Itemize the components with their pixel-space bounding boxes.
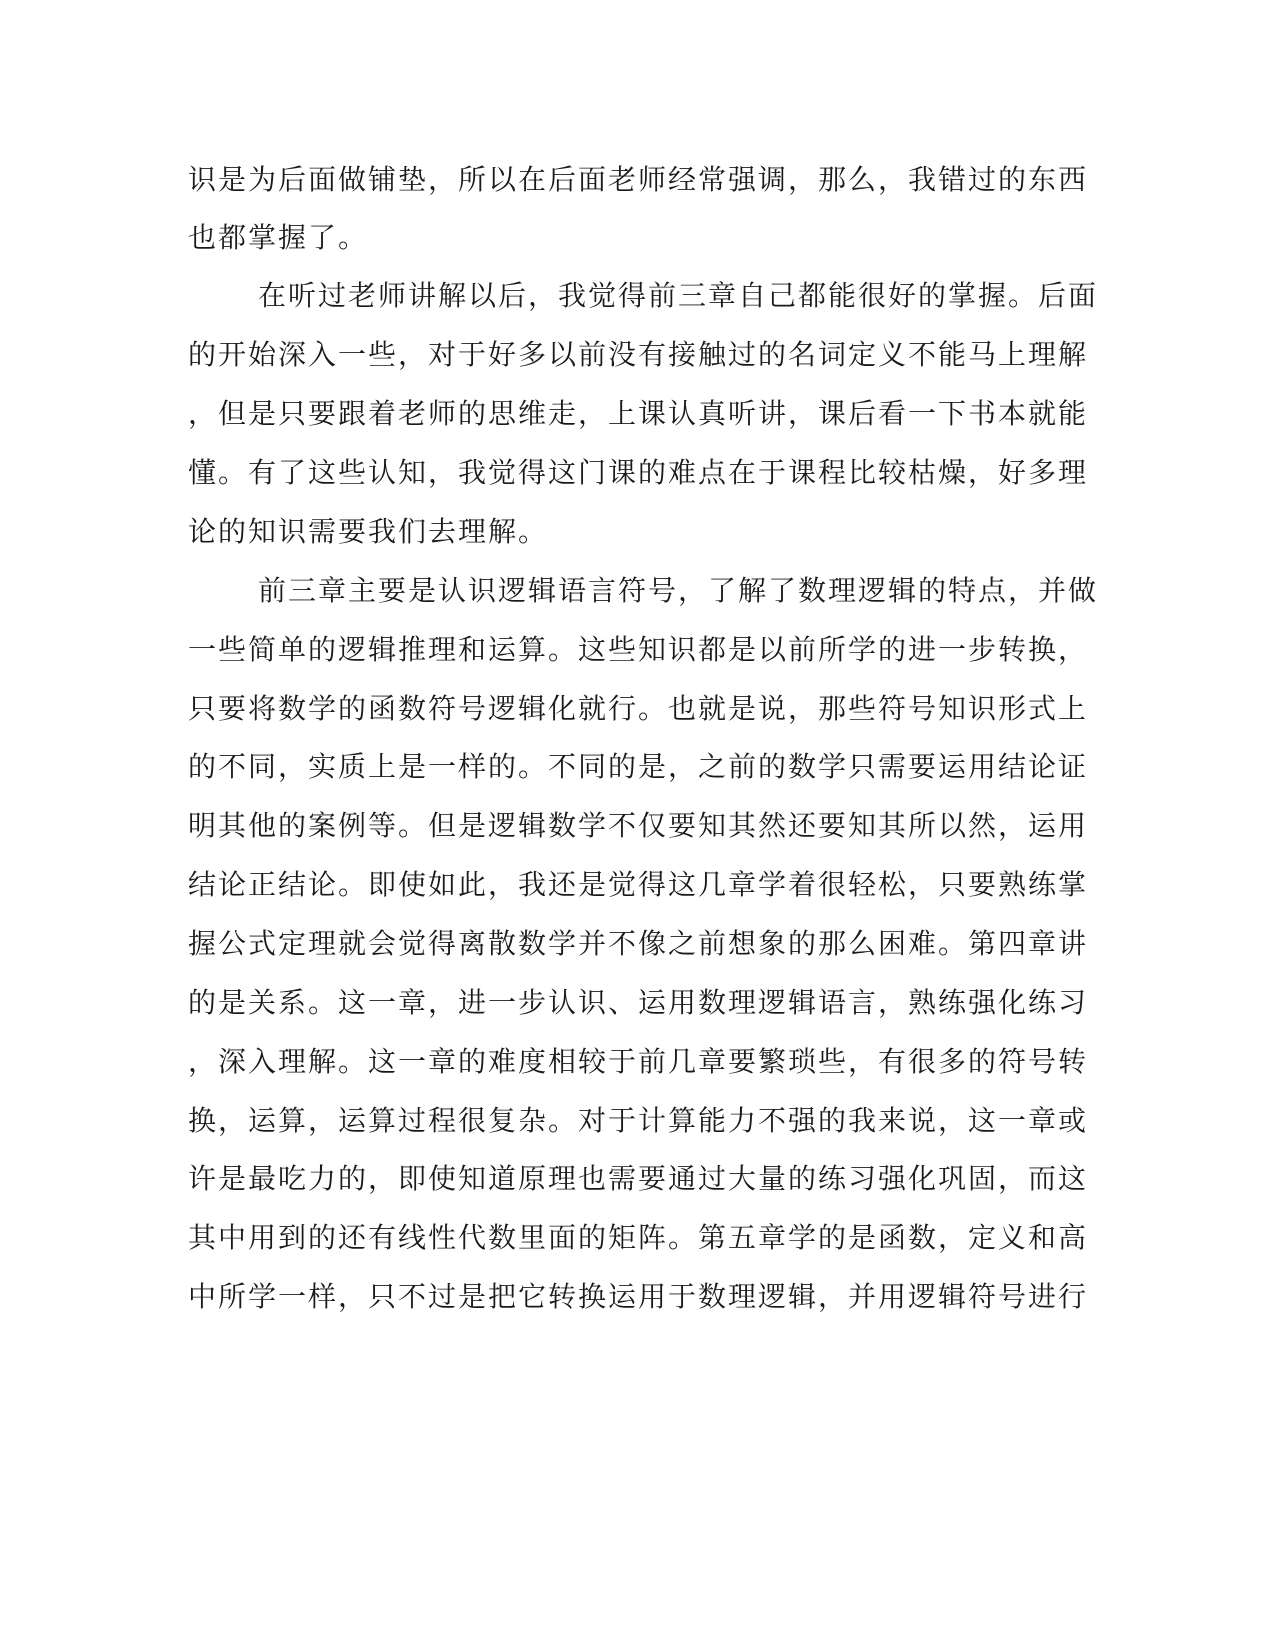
text-line: 结论正结论。即使如此，我还是觉得这几章学着很轻松，只要熟练掌	[188, 868, 1089, 901]
text-line: 中所学一样，只不过是把它转换运用于数理逻辑，并用逻辑符号进行	[188, 1280, 1089, 1313]
paragraph-first-line: 前三章主要是认识逻辑语言符号，了解了数理逻辑的特点，并做	[258, 574, 1099, 607]
text-line: 许是最吃力的，即使知道原理也需要通过大量的练习强化巩固，而这	[188, 1162, 1089, 1195]
text-line: 的是关系。这一章，进一步认识、运用数理逻辑语言，熟练强化练习	[188, 986, 1089, 1019]
text-line: 识是为后面做铺垫，所以在后面老师经常强调，那么，我错过的东西	[188, 163, 1089, 196]
text-line: 的不同，实质上是一样的。不同的是，之前的数学只需要运用结论证	[188, 750, 1089, 783]
text-line: 换，运算，运算过程很复杂。对于计算能力不强的我来说，这一章或	[188, 1104, 1089, 1137]
text-line: 一些简单的逻辑推理和运算。这些知识都是以前所学的进一步转换，	[188, 633, 1089, 666]
text-line: ，深入理解。这一章的难度相较于前几章要繁琐些，有很多的符号转	[188, 1045, 1089, 1078]
text-line: 其中用到的还有线性代数里面的矩阵。第五章学的是函数，定义和高	[188, 1221, 1089, 1254]
paragraph-first-line: 在听过老师讲解以后，我觉得前三章自己都能很好的掌握。后面	[258, 279, 1099, 312]
text-line: 论的知识需要我们去理解。	[188, 515, 549, 548]
text-line: 握公式定理就会觉得离散数学并不像之前想象的那么困难。第四章讲	[188, 927, 1089, 960]
text-line: 懂。有了这些认知，我觉得这门课的难点在于课程比较枯燥，好多理	[188, 456, 1089, 489]
text-line: 也都掌握了。	[188, 221, 369, 254]
text-line: 的开始深入一些，对于好多以前没有接触过的名词定义不能马上理解	[188, 338, 1089, 371]
text-line: 明其他的案例等。但是逻辑数学不仅要知其然还要知其所以然，运用	[188, 809, 1089, 842]
text-line: 只要将数学的函数符号逻辑化就行。也就是说，那些符号知识形式上	[188, 692, 1089, 725]
text-line: ，但是只要跟着老师的思维走，上课认真听讲，课后看一下书本就能	[188, 397, 1089, 430]
